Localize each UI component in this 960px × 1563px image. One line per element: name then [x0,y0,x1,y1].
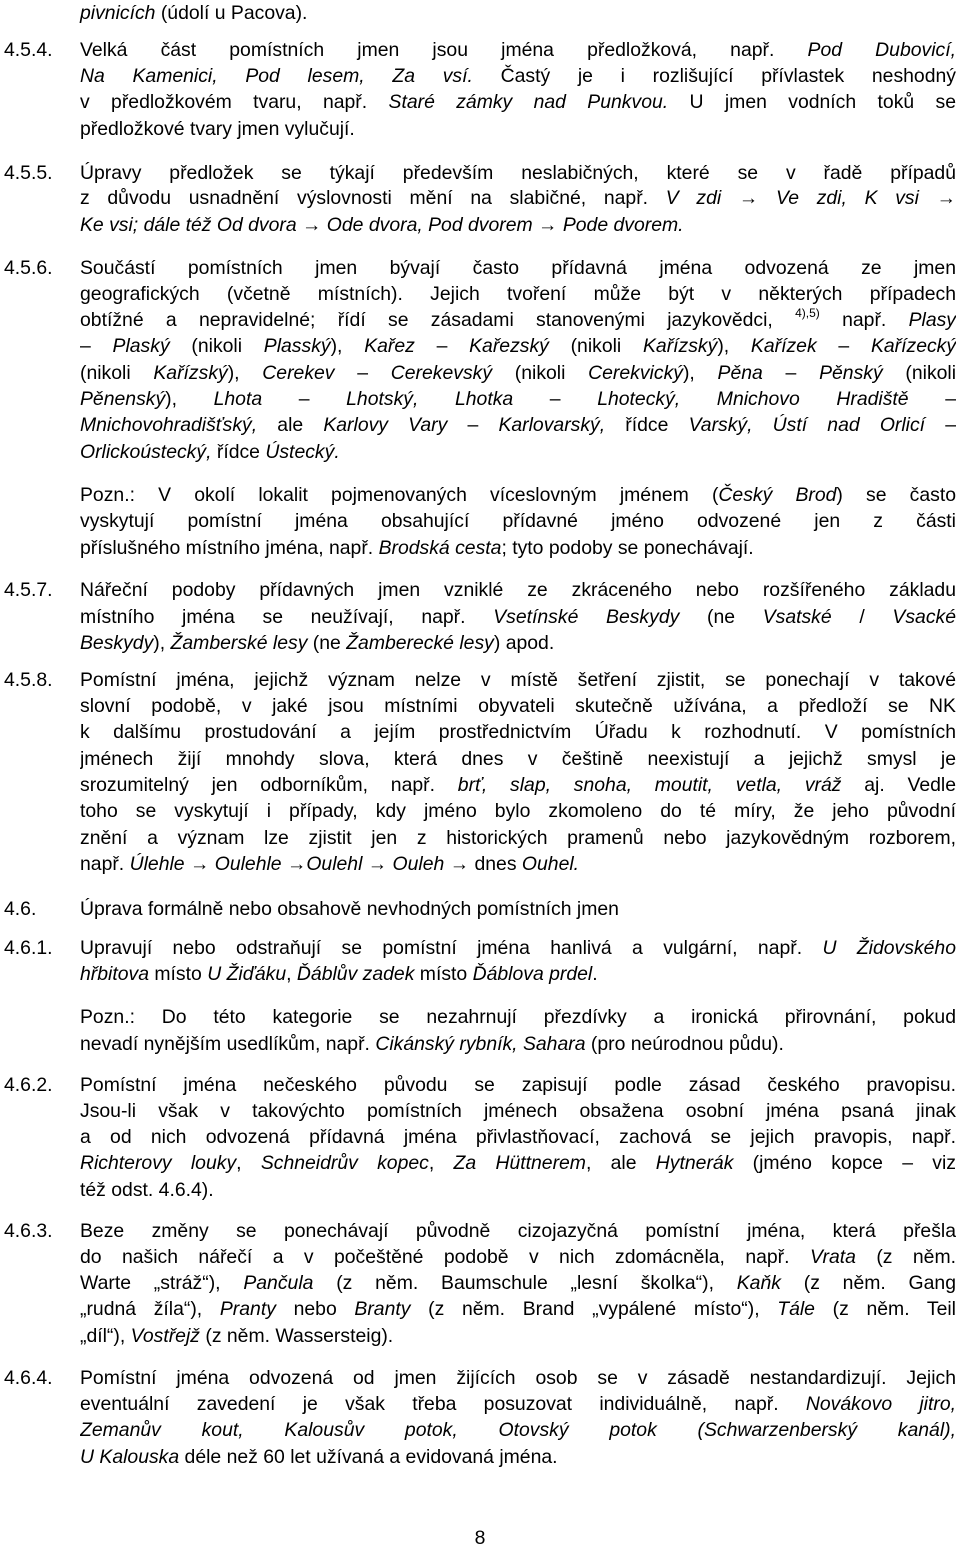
line-text: vyskytují pomístní jména obsahující přídavné jméno odvozené jen z části [80,510,956,532]
line-text: Mnichovohradišťský, ale Karlovy Vary – Karlovarský, řídce Varský, Ústí nad Orlicí – [80,414,956,436]
line-text: Upravují nebo odstraňují se pomístní jména hanlivá a vulgární, např. U Židovského [80,937,956,959]
line-text: Velká část pomístních jmen jsou jména předložková, např. Pod Dubovicí, [80,39,956,61]
line-text: eventuální zavedení je však třeba posuzovat individuálně, např. Novákovo jitro, [80,1393,956,1415]
line-text: Richterovy louky, Schneidrův kopec, Za Hüttnerem, ale Hytnerák (jméno kopce – viz [80,1152,956,1174]
line-text: Ke vsi; dále též Od dvora → Ode dvora, Pod dvorem → Pode dvorem. [80,214,684,236]
line-text: znění a význam lze zjistit jen z historických pramenů nebo jazykovědným rozborem, [80,827,956,849]
section-number: 4.6.3. [4,1220,53,1242]
line-text: příslušného místního jména, např. Brodská cesta; tyto podoby se ponechávají. [80,537,754,559]
line-text: Úpravy předložek se týkají především neslabičných, které se v řadě případů [80,162,956,184]
line-text: např. Úlehle → Oulehle →Oulehl → Ouleh → dnes Ouhel. [80,853,580,875]
section-number: 4.5.7. [4,579,53,601]
line-text: Pomístní jména nečeského původu se zapisují podle zásad českého pravopisu. [80,1074,956,1096]
section-number: 4.6. [4,898,37,920]
line-text: Beze změny se ponechávají původně cizojazyčná pomístní jména, která přešla [80,1220,956,1242]
line-text: Jsou-li však v takovýchto pomístních jménech obsažena osobní jména psaná jinak [80,1100,956,1122]
page-number: 8 [474,1527,486,1549]
line-text: Pomístní jména, jejichž význam nelze v místě šetření zjistit, se ponechají v takové [80,669,956,691]
section-number: 4.6.4. [4,1367,53,1389]
section-number: 4.6.2. [4,1074,53,1096]
line-text: Zemanův kout, Kalousův potok, Otovský potok (Schwarzenberský kanál), [80,1419,956,1441]
line-text: Pozn.: Do této kategorie se nezahrnují přezdívky a ironická přirovnání, pokud [80,1006,956,1028]
section-number: 4.5.4. [4,39,53,61]
line-text: místního jména se neužívají, např. Vsetínské Beskydy (ne Vsatské / Vsacké [80,606,956,628]
line-text: – Plaský (nikoli Plasský), Kařez – Kařezský (nikoli Kařízský), Kařízek – Kařízecký [80,335,956,357]
line-text: předložkové tvary jmen vylučují. [80,118,355,140]
line-text: obtížné a nepravidelné; řídí se zásadami stanovenými jazykovědci, $^{4),5)}$ např. Plasy [80,307,956,331]
line-text: jménech žijí mnohdy slova, která dnes v češtině neexistují a jejichž smysl je [80,748,956,770]
line-text: Nářeční podoby přídavných jmen vzniklé ze zkráceného nebo rozšířeného základu [80,579,956,601]
line-text: hřbitova místo U Žiďáku, Ďáblův zadek místo Ďáblova prdel. [80,963,598,985]
line-text: „díl“), Vostřejž (z něm. Wassersteig). [80,1325,394,1347]
line-text: toho se vyskytují i případy, kdy jméno bylo zkomoleno do té míry, že jeho původní [80,800,956,822]
line-text: Součástí pomístních jmen bývají často přídavná jména odvozená ze jmen [80,257,956,279]
section-number: 4.5.5. [4,162,53,184]
line-text: Orlickoústecký, řídce Ústecký. [80,441,340,463]
line-text: srozumitelný jen odborníkům, např. brť, slap, snoha, moutit, vetla, vráž aj. Vedle [80,774,956,796]
line-text: geografických (včetně místních). Jejich tvoření může být v některých případech [80,283,956,305]
section-number: 4.5.8. [4,669,53,691]
line-text: nevadí nynějším usedlíkům, např. Cikánský rybník, Sahara (pro neúrodnou půdu). [80,1033,784,1055]
line-text: slovní podobě, v jaké jsou místními obyvateli skutečně užívána, a předloží se NK [80,695,956,717]
line-text: v předložkovém tvaru, např. Staré zámky nad Punkvou. U jmen vodních toků se [80,91,956,113]
line-text: Na Kamenici, Pod lesem, Za vsí. Častý je i rozlišující přívlastek neshodný [80,65,956,87]
section-number: 4.5.6. [4,257,53,279]
line-text: pivnicích (údolí u Pacova). [80,2,308,24]
line-text: z důvodu usnadnění výslovnosti mění na slabičné, např. V zdi → Ve zdi, K vsi → [80,187,956,209]
line-text: Warte „stráž“), Pančula (z něm. Baumschule „lesní školka“), Kaňk (z něm. Gang [80,1272,956,1294]
line-text: a od nich odvozená přídavná jména přivlastňovací, zachová se jejich pravopis, např. [80,1126,956,1148]
line-text: Pěnenský), Lhota – Lhotský, Lhotka – Lhotecký, Mnichovo Hradiště – [80,388,956,410]
section-number: 4.6.1. [4,937,53,959]
line-text: do našich nářečí a v počeštěné podobě v nich zdomácněla, např. Vrata (z něm. [80,1246,956,1268]
line-text: Pozn.: V okolí lokalit pojmenovaných víceslovným jménem (Český Brod) se často [80,484,956,506]
line-text: k dalšímu prostudování a jejím prostřednictvím Úřadu k rozhodnutí. V pomístních [80,721,956,743]
line-text: „rudná žíla“), Pranty nebo Branty (z něm. Brand „vypálené místo“), Tále (z něm. Teil [80,1298,956,1320]
line-text: Pomístní jména odvozená od jmen žijících osob se v zásadě nestandardizují. Jejich [80,1367,956,1389]
line-text: Beskydy), Žamberské lesy (ne Žamberecké lesy) apod. [80,632,555,654]
line-text: Úprava formálně nebo obsahově nevhodných pomístních jmen [80,898,619,920]
line-text: U Kalouska déle než 60 let užívaná a evidovaná jména. [80,1446,558,1468]
line-text: též odst. 4.6.4). [80,1179,214,1201]
line-text: (nikoli Kařízský), Cerekev – Cerekevský (nikoli Cerekvický), Pěna – Pěnský (nikoli [80,362,956,384]
